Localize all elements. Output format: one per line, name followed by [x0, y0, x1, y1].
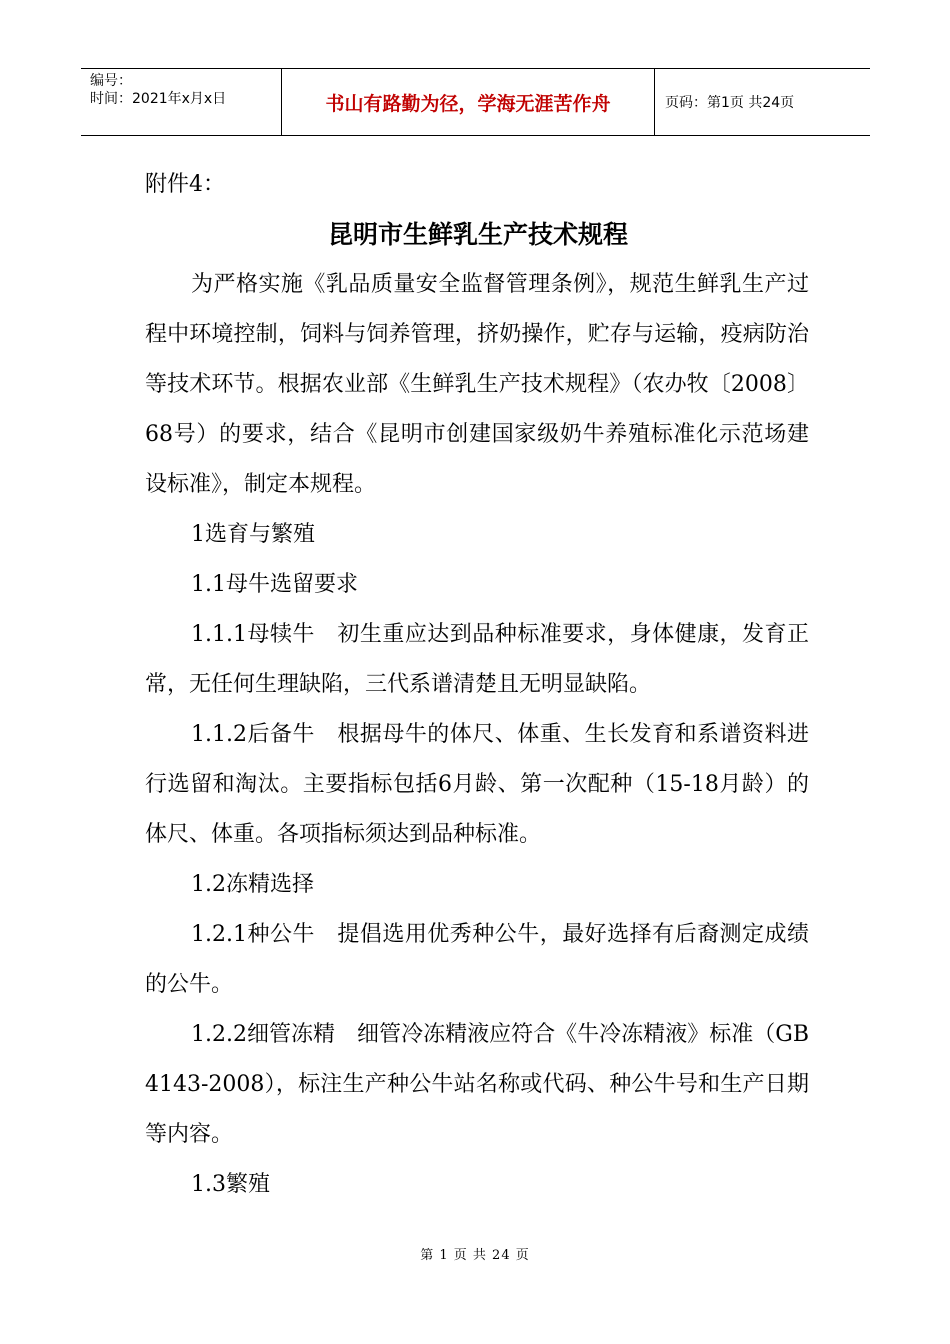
page-footer: 第 1 页 共 24 页 — [420, 1248, 530, 1263]
section-heading-1-2: 1.2冻精选择 — [191, 872, 314, 897]
section-heading-1: 1选育与繁殖 — [191, 522, 315, 547]
paragraph-1-2-2: 1.2.2细管冻精 细管冷冻精液应符合《牛冷冻精液》标准（GB 4143-2008），标注生产种公牛站名称或代码、种公牛号和生产日期等内容。 — [145, 1022, 809, 1147]
paragraph-1-1-1: 1.1.1母犊牛 初生重应达到品种标准要求，身体健康，发育正常，无任何生理缺陷，三代系谱清楚且无明显缺陷。 — [145, 622, 809, 697]
paragraph-1-2-1: 1.2.1种公牛 提倡选用优秀种公牛，最好选择有后裔测定成绩的公牛。 — [145, 922, 809, 997]
section-heading-1-1: 1.1母牛选留要求 — [191, 572, 358, 597]
section-heading-1-3: 1.3繁殖 — [191, 1172, 270, 1197]
document-time-label: 时间：2021年x月x日 — [90, 91, 227, 107]
document-number-label: 编号： — [90, 73, 132, 89]
header-page-info: 页码：第1页 共24页 — [665, 95, 795, 111]
page-header-table — [81, 68, 870, 136]
header-motto: 书山有路勤为径，学海无涯苦作舟 — [282, 69, 655, 135]
paragraph-1-1-2: 1.1.2后备牛 根据母牛的体尺、体重、生长发育和系谱资料进行选留和淘汰。主要指标包括6月龄、第一次配种（15-18月龄）的体尺、体重。各项指标须达到品种标准。 — [145, 722, 809, 847]
attachment-label: 附件4： — [145, 172, 225, 197]
document-title: 昆明市生鲜乳生产技术规程 — [327, 220, 628, 249]
header-meta-cell — [81, 69, 282, 135]
paragraph-intro: 为严格实施《乳品质量安全监督管理条例》，规范生鲜乳生产过程中环境控制，饲料与饲养管理，挤奶操作，贮存与运输，疫病防治等技术环节。根据农业部《生鲜乳生产技术规程》（农办牧〔2008〕68号）的要求，结合《昆明市创建国家级奶牛养殖标准化示范场建设标准》，制定本规程。 — [145, 272, 809, 497]
document-body — [145, 160, 809, 1210]
